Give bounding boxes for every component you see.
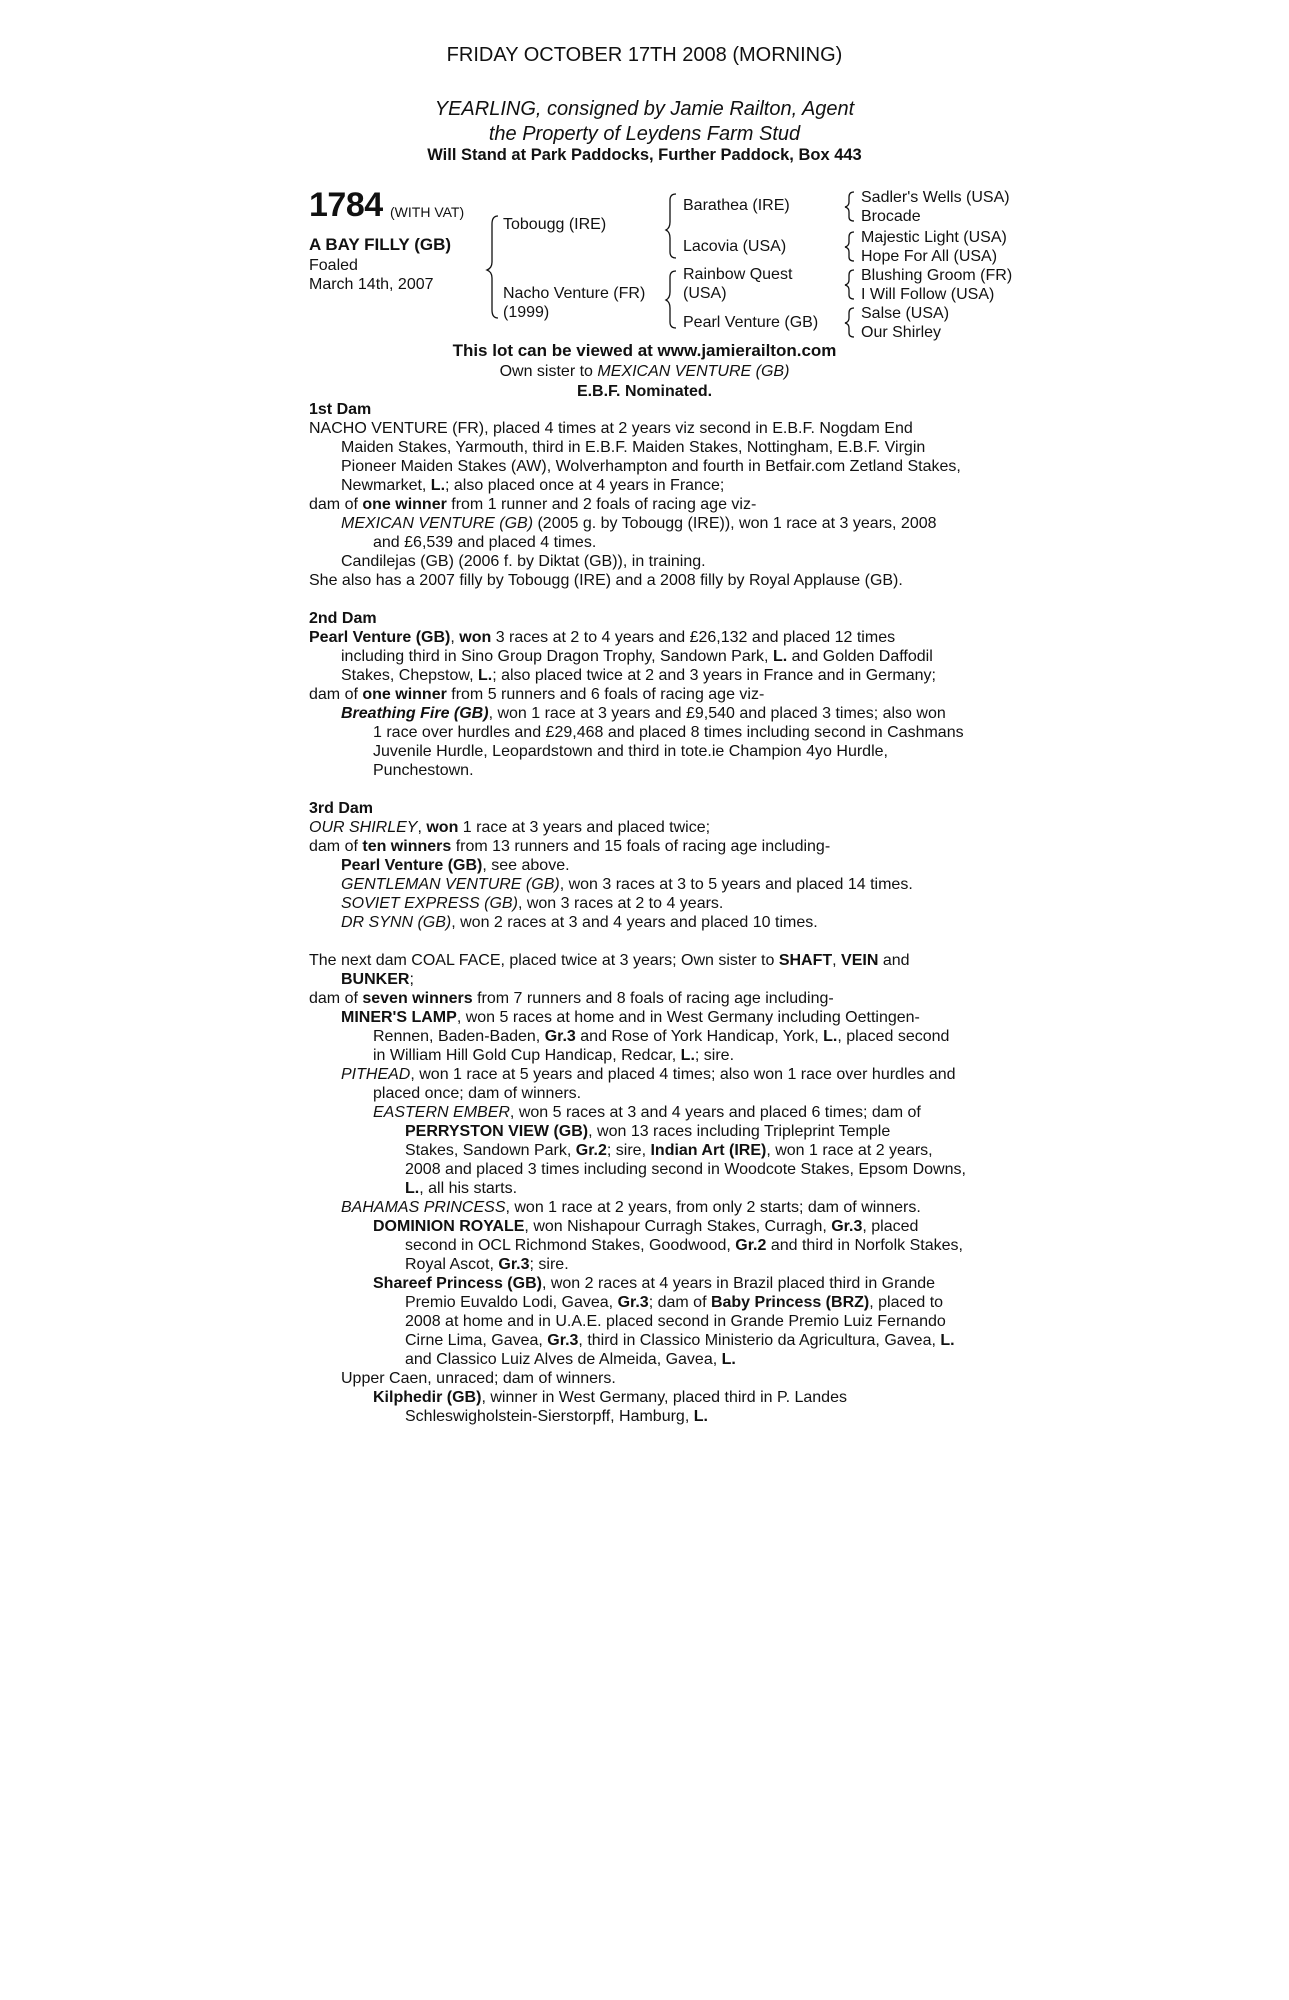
produce-line: 1 race over hurdles and £29,468 and placed 8 times including second in Cashmans — [373, 724, 964, 741]
brace-g1 — [845, 192, 854, 221]
produce-line: MEXICAN VENTURE (GB) (2005 g. by Tobougg (IRE)), won 1 race at 3 years, 2008 — [341, 515, 937, 532]
first-dam-line: Newmarket, L.; also placed once at 4 years in France; — [341, 477, 725, 494]
pedigree-dam-dam: Pearl Venture (GB) — [683, 314, 819, 331]
pedigree-g4: Hope For All (USA) — [861, 248, 998, 265]
brace-sire — [666, 194, 676, 258]
first-dam-heading: 1st Dam — [309, 401, 372, 418]
next-dam-line: dam of seven winners from 7 runners and 8 foals of racing age including- — [309, 990, 834, 1007]
pedigree-g7: Salse (USA) — [861, 305, 950, 322]
pedigree-g3: Majestic Light (USA) — [861, 229, 1007, 246]
third-dam-heading: 3rd Dam — [309, 800, 374, 817]
first-dam-line: Maiden Stakes, Yarmouth, third in E.B.F. Maiden Stakes, Nottingham, E.B.F. Virgin — [341, 439, 926, 456]
produce-line: Kilphedir (GB), winner in West Germany, placed third in P. Landes — [373, 1389, 847, 1406]
stand-location: Will Stand at Park Paddocks, Further Paddock, Box 443 — [427, 146, 862, 164]
lot-description: A BAY FILLY (GB) — [309, 235, 452, 254]
pedigree-dam-name: Nacho Venture (FR) — [503, 285, 646, 302]
produce-line: Breathing Fire (GB), won 1 race at 3 years and £9,540 and placed 3 times; also won — [341, 705, 946, 722]
produce-line: Upper Caen, unraced; dam of winners. — [341, 1370, 616, 1387]
own-sister-note: Own sister to MEXICAN VENTURE (GB) — [499, 363, 790, 380]
second-dam-line: including third in Sino Group Dragon Trophy, Sandown Park, L. and Golden Daffodil — [341, 648, 933, 665]
catalogue-body — [309, 400, 981, 1426]
produce-line: GENTLEMAN VENTURE (GB), won 3 races at 3 to 5 years and placed 14 times. — [341, 876, 913, 893]
produce-line: EASTERN EMBER, won 5 races at 3 and 4 years and placed 6 times; dam of — [373, 1104, 921, 1121]
produce-line: Stakes, Sandown Park, Gr.2; sire, Indian Art (IRE), won 1 race at 2 years, — [405, 1142, 933, 1159]
lot-number: 1784 — [309, 186, 383, 224]
second-dam-line: Stakes, Chepstow, L.; also placed twice at 2 and 3 years in France and in Germany; — [341, 667, 936, 684]
next-dam-line: The next dam COAL FACE, placed twice at 3 years; Own sister to SHAFT, VEIN and — [309, 952, 910, 969]
produce-line: Royal Ascot, Gr.3; sire. — [405, 1256, 569, 1273]
produce-line: and £6,539 and placed 4 times. — [373, 534, 597, 551]
brace-g3 — [845, 270, 854, 299]
pedigree-sire-dam: Lacovia (USA) — [683, 238, 787, 255]
pedigree-dam-sire-name: Rainbow Quest — [683, 266, 793, 283]
produce-line: DR SYNN (GB), won 2 races at 3 and 4 years and placed 10 times. — [341, 914, 818, 931]
pedigree-dam-sire — [683, 265, 792, 303]
produce-line: PITHEAD, won 1 race at 5 years and placed 4 times; also won 1 race over hurdles and — [341, 1066, 956, 1083]
pedigree-dam-sire-origin: (USA) — [683, 285, 727, 302]
pedigree-g5: Blushing Groom (FR) — [861, 267, 1013, 284]
foaled-date: March 14th, 2007 — [309, 276, 434, 293]
produce-line: Punchestown. — [373, 762, 474, 779]
produce-line: in William Hill Gold Cup Handicap, Redcar, L.; sire. — [373, 1047, 735, 1064]
ebf-note: E.B.F. Nominated. — [576, 383, 713, 400]
brace-main — [487, 216, 498, 318]
pedigree-g8: Our Shirley — [861, 324, 942, 341]
pedigree-g1: Sadler's Wells (USA) — [861, 189, 1010, 206]
pedigree-g6: I Will Follow (USA) — [861, 286, 995, 303]
produce-line: L., all his starts. — [405, 1180, 518, 1197]
produce-line: Pearl Venture (GB), see above. — [341, 857, 570, 874]
second-dam-heading: 2nd Dam — [309, 610, 377, 627]
produce-line: placed once; dam of winners. — [373, 1085, 582, 1102]
vat-note: (WITH VAT) — [390, 204, 465, 220]
property-line: the Property of Leydens Farm Stud — [488, 123, 801, 145]
second-dam-line: Pearl Venture (GB), won 3 races at 2 to 4 years and £26,132 and placed 12 times — [309, 629, 896, 646]
consignor-line: YEARLING, consigned by Jamie Railton, Agent — [434, 98, 855, 120]
produce-line: Cirne Lima, Gavea, Gr.3, third in Classico Ministerio da Agricultura, Gavea, L. — [405, 1332, 955, 1349]
foaled-label: Foaled — [309, 257, 358, 274]
first-dam-line: Pioneer Maiden Stakes (AW), Wolverhampton and fourth in Betfair.com Zetland Stakes, — [341, 458, 961, 475]
first-dam-line: dam of one winner from 1 runner and 2 foals of racing age viz- — [309, 496, 757, 513]
brace-g2 — [845, 232, 854, 261]
produce-line: Rennen, Baden-Baden, Gr.3 and Rose of York Handicap, York, L., placed second — [373, 1028, 950, 1045]
brace-dam — [666, 271, 676, 328]
next-dam-line: BUNKER; — [341, 971, 414, 988]
second-dam-line: dam of one winner from 5 runners and 6 foals of racing age viz- — [309, 686, 765, 703]
pedigree-dam-year: (1999) — [503, 304, 550, 321]
produce-line: DOMINION ROYALE, won Nishapour Curragh Stakes, Curragh, Gr.3, placed — [373, 1218, 919, 1235]
pedigree-sire: Tobougg (IRE) — [503, 216, 607, 233]
produce-line: Premio Euvaldo Lodi, Gavea, Gr.3; dam of Baby Princess (BRZ), placed to — [405, 1294, 944, 1311]
produce-line: 2008 and placed 3 times including second in Woodcote Stakes, Epsom Downs, — [405, 1161, 966, 1178]
produce-line: SOVIET EXPRESS (GB), won 3 races at 2 to 4 years. — [341, 895, 724, 912]
produce-line: PERRYSTON VIEW (GB), won 13 races including Tripleprint Temple — [405, 1123, 891, 1140]
pedigree-sire-sire: Barathea (IRE) — [683, 197, 790, 214]
produce-line: BAHAMAS PRINCESS, won 1 race at 2 years, from only 2 starts; dam of winners. — [341, 1199, 921, 1216]
first-dam-line: NACHO VENTURE (FR), placed 4 times at 2 years viz second in E.B.F. Nogdam End — [309, 420, 913, 437]
third-dam-line: dam of ten winners from 13 runners and 15 foals of racing age including- — [309, 838, 831, 855]
produce-line: 2008 at home and in U.A.E. placed second in Grande Premio Luiz Fernando — [405, 1313, 946, 1330]
produce-line: and Classico Luiz Alves de Almeida, Gavea, L. — [405, 1351, 736, 1368]
own-sister-name: MEXICAN VENTURE (GB) — [597, 363, 790, 380]
produce-line: Shareef Princess (GB), won 2 races at 4 years in Brazil placed third in Grande — [373, 1275, 936, 1292]
produce-line: MINER'S LAMP, won 5 races at home and in West Germany including Oettingen- — [341, 1009, 920, 1026]
produce-line: second in OCL Richmond Stakes, Goodwood, Gr.2 and third in Norfolk Stakes, — [405, 1237, 963, 1254]
produce-line: Schleswigholstein-Sierstorpff, Hamburg, L. — [405, 1408, 708, 1425]
first-dam-line: She also has a 2007 filly by Tobougg (IRE) and a 2008 filly by Royal Applause (GB). — [309, 572, 903, 589]
third-dam-line: OUR SHIRLEY, won 1 race at 3 years and placed twice; — [309, 819, 711, 836]
pedigree-dam — [503, 284, 645, 322]
produce-line: Juvenile Hurdle, Leopardstown and third in tote.ie Champion 4yo Hurdle, — [373, 743, 888, 760]
viewing-note: This lot can be viewed at www.jamierailton.com — [452, 341, 837, 360]
sale-date: FRIDAY OCTOBER 17TH 2008 (MORNING) — [446, 44, 843, 66]
produce-line: Candilejas (GB) (2006 f. by Diktat (GB)), in training. — [341, 553, 706, 570]
pedigree-g2: Brocade — [861, 208, 921, 225]
brace-g4 — [845, 308, 854, 337]
